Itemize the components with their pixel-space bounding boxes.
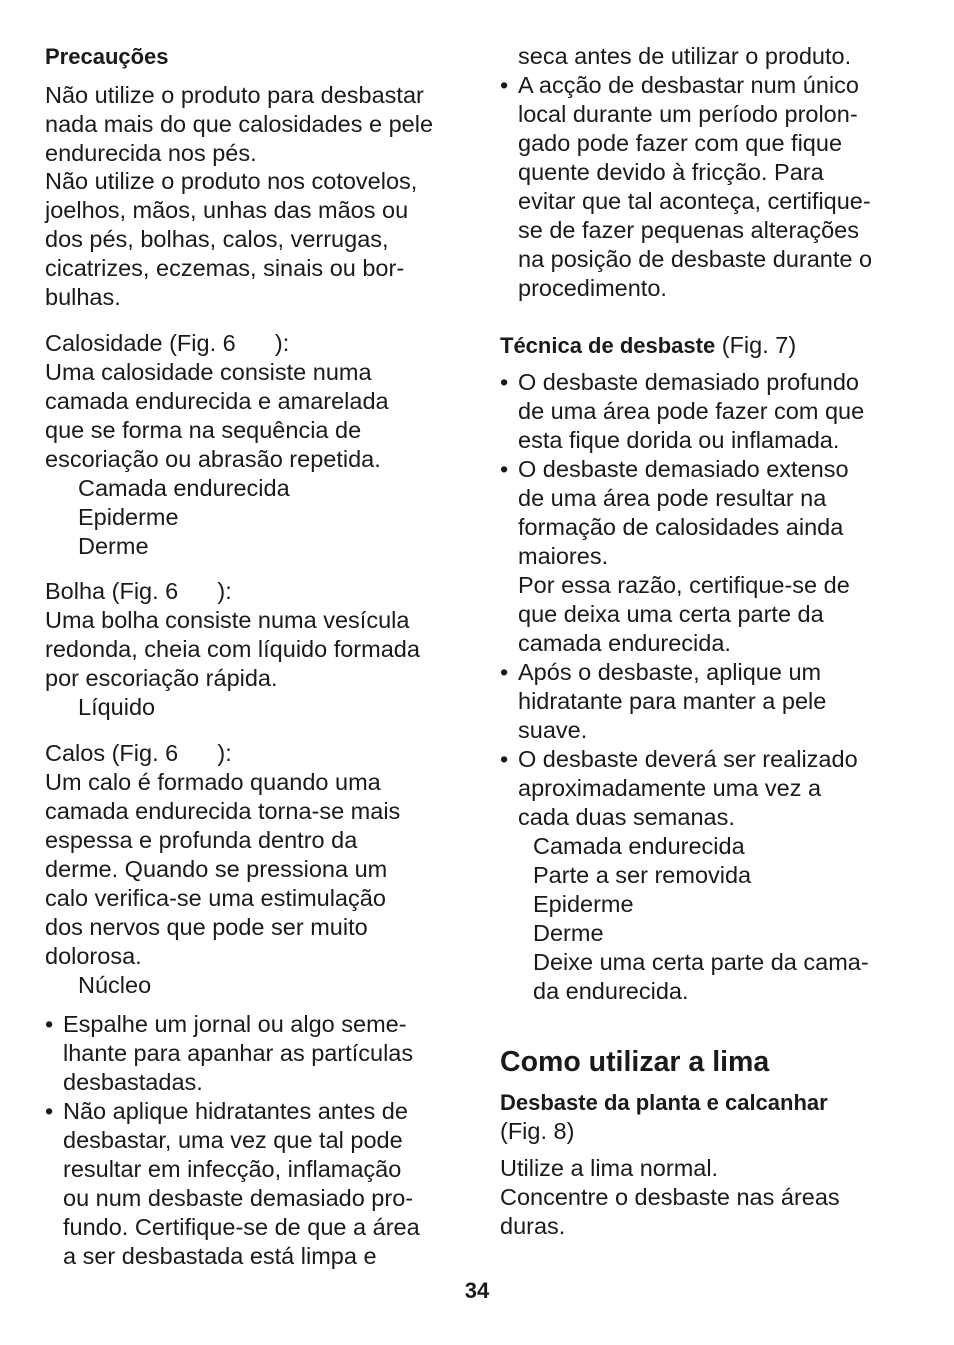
list-item: Parte a ser removida (533, 862, 752, 888)
bullet-item: • A acção de desbastar num único local durante um período prolon- gado pode fazer com que fique quente devido à fricção. Para evitar que tal aconteça, certifique- se de fazer pequenas alterações na posição de desbaste durante o procedimento. (500, 72, 873, 301)
list-item: Derme (533, 920, 604, 946)
bullet-icon: • (500, 746, 509, 772)
blister-title: Bolha (Fig. 6 ): (45, 578, 232, 604)
technique-legend (500, 832, 869, 1006)
list-item: Núcleo (78, 972, 152, 998)
bullet-icon: • (45, 1098, 54, 1124)
list-item: Epiderme (533, 891, 634, 917)
bullet-item: • O desbaste demasiado extenso de uma área pode resultar na formação de calosidades ainda maiores. Por essa razão, certifique-se de que deixa uma certa parte da camada endurecida. (500, 456, 850, 656)
page-number: 34 (464, 1278, 490, 1303)
precautions-paragraph-2: Não utilize o produto nos cotovelos, joelhos, mãos, unhas das mãos ou dos pés, bolhas, calos, verrugas, cicatrizes, eczemas, sinais ou bor- bulhas. (45, 168, 418, 310)
bullet-icon: • (45, 1011, 54, 1037)
precautions-paragraph-1: Não utilize o produto para desbastar nada mais do que calosidades e pele endurecida nos pés. (45, 82, 434, 166)
list-item: Derme (78, 533, 149, 559)
bullet-icon: • (500, 369, 509, 395)
list-item: Epiderme (78, 504, 179, 530)
bullet-item: • Não aplique hidratantes antes de desbastar, uma vez que tal pode resultar em infecção, inflamação ou num desbaste demasiado pro- fundo. Certifique-se de que a área a ser desbastada está limpa e (45, 1098, 420, 1269)
section-title: Como utilizar a lima (500, 1046, 770, 1078)
sole-heading: Desbaste da planta e calcanhar (Fig. 8) (500, 1090, 828, 1144)
technique-bullets (500, 368, 869, 1006)
bullet-list-continued (500, 42, 872, 303)
bullet-icon: • (500, 456, 509, 482)
sole-text: Utilize a lima normal. Concentre o desbaste nas áreas duras. (500, 1155, 840, 1239)
list-item: da endurecida. (533, 978, 689, 1004)
callus-title: Calosidade (Fig. 6 ): (45, 330, 290, 356)
bullet-icon: • (500, 72, 509, 98)
bullet-list (45, 1010, 420, 1271)
list-item: Deixe uma certa parte da cama- (533, 949, 869, 975)
corn-section: Calos (Fig. 6 ): Um calo é formado quando uma camada endurecida torna-se mais espessa e profunda dentro da derme. Quando se pressiona um calo verifica-se uma estimulação dos nervos que pode ser muito dolorosa. Núcleo (45, 740, 401, 998)
blister-section: Bolha (Fig. 6 ): Uma bolha consiste numa vesícula redonda, cheia com líquido formada por escoriação rápida. Líquido (45, 578, 420, 720)
list-item: Camada endurecida (533, 833, 745, 859)
technique-heading: Técnica de desbaste (Fig. 7) (500, 332, 797, 358)
bullet-item: • O desbaste demasiado profundo de uma área pode fazer com que esta fique dorida ou inflamada. (500, 369, 865, 453)
bullet-icon: • (500, 659, 509, 685)
bullet-continuation: seca antes de utilizar o produto. (518, 43, 852, 69)
corn-title: Calos (Fig. 6 ): (45, 740, 232, 766)
bullet-item: • Espalhe um jornal ou algo seme- lhante para apanhar as partículas desbastadas. (45, 1011, 414, 1095)
callus-section: Calosidade (Fig. 6 ): Uma calosidade consiste numa camada endurecida e amarelada que se forma na sequência de escoriação ou abrasão repetida. Camada endurecida Epiderme Derme (45, 330, 389, 559)
bullet-item: • O desbaste deverá ser realizado aproximadamente uma vez a cada duas semanas. (500, 746, 858, 830)
list-item: Líquido (78, 694, 156, 720)
precautions-heading: Precauções (45, 44, 169, 69)
bullet-item: • Após o desbaste, aplique um hidratante para manter a pele suave. (500, 659, 827, 743)
list-item: Camada endurecida (78, 475, 290, 501)
